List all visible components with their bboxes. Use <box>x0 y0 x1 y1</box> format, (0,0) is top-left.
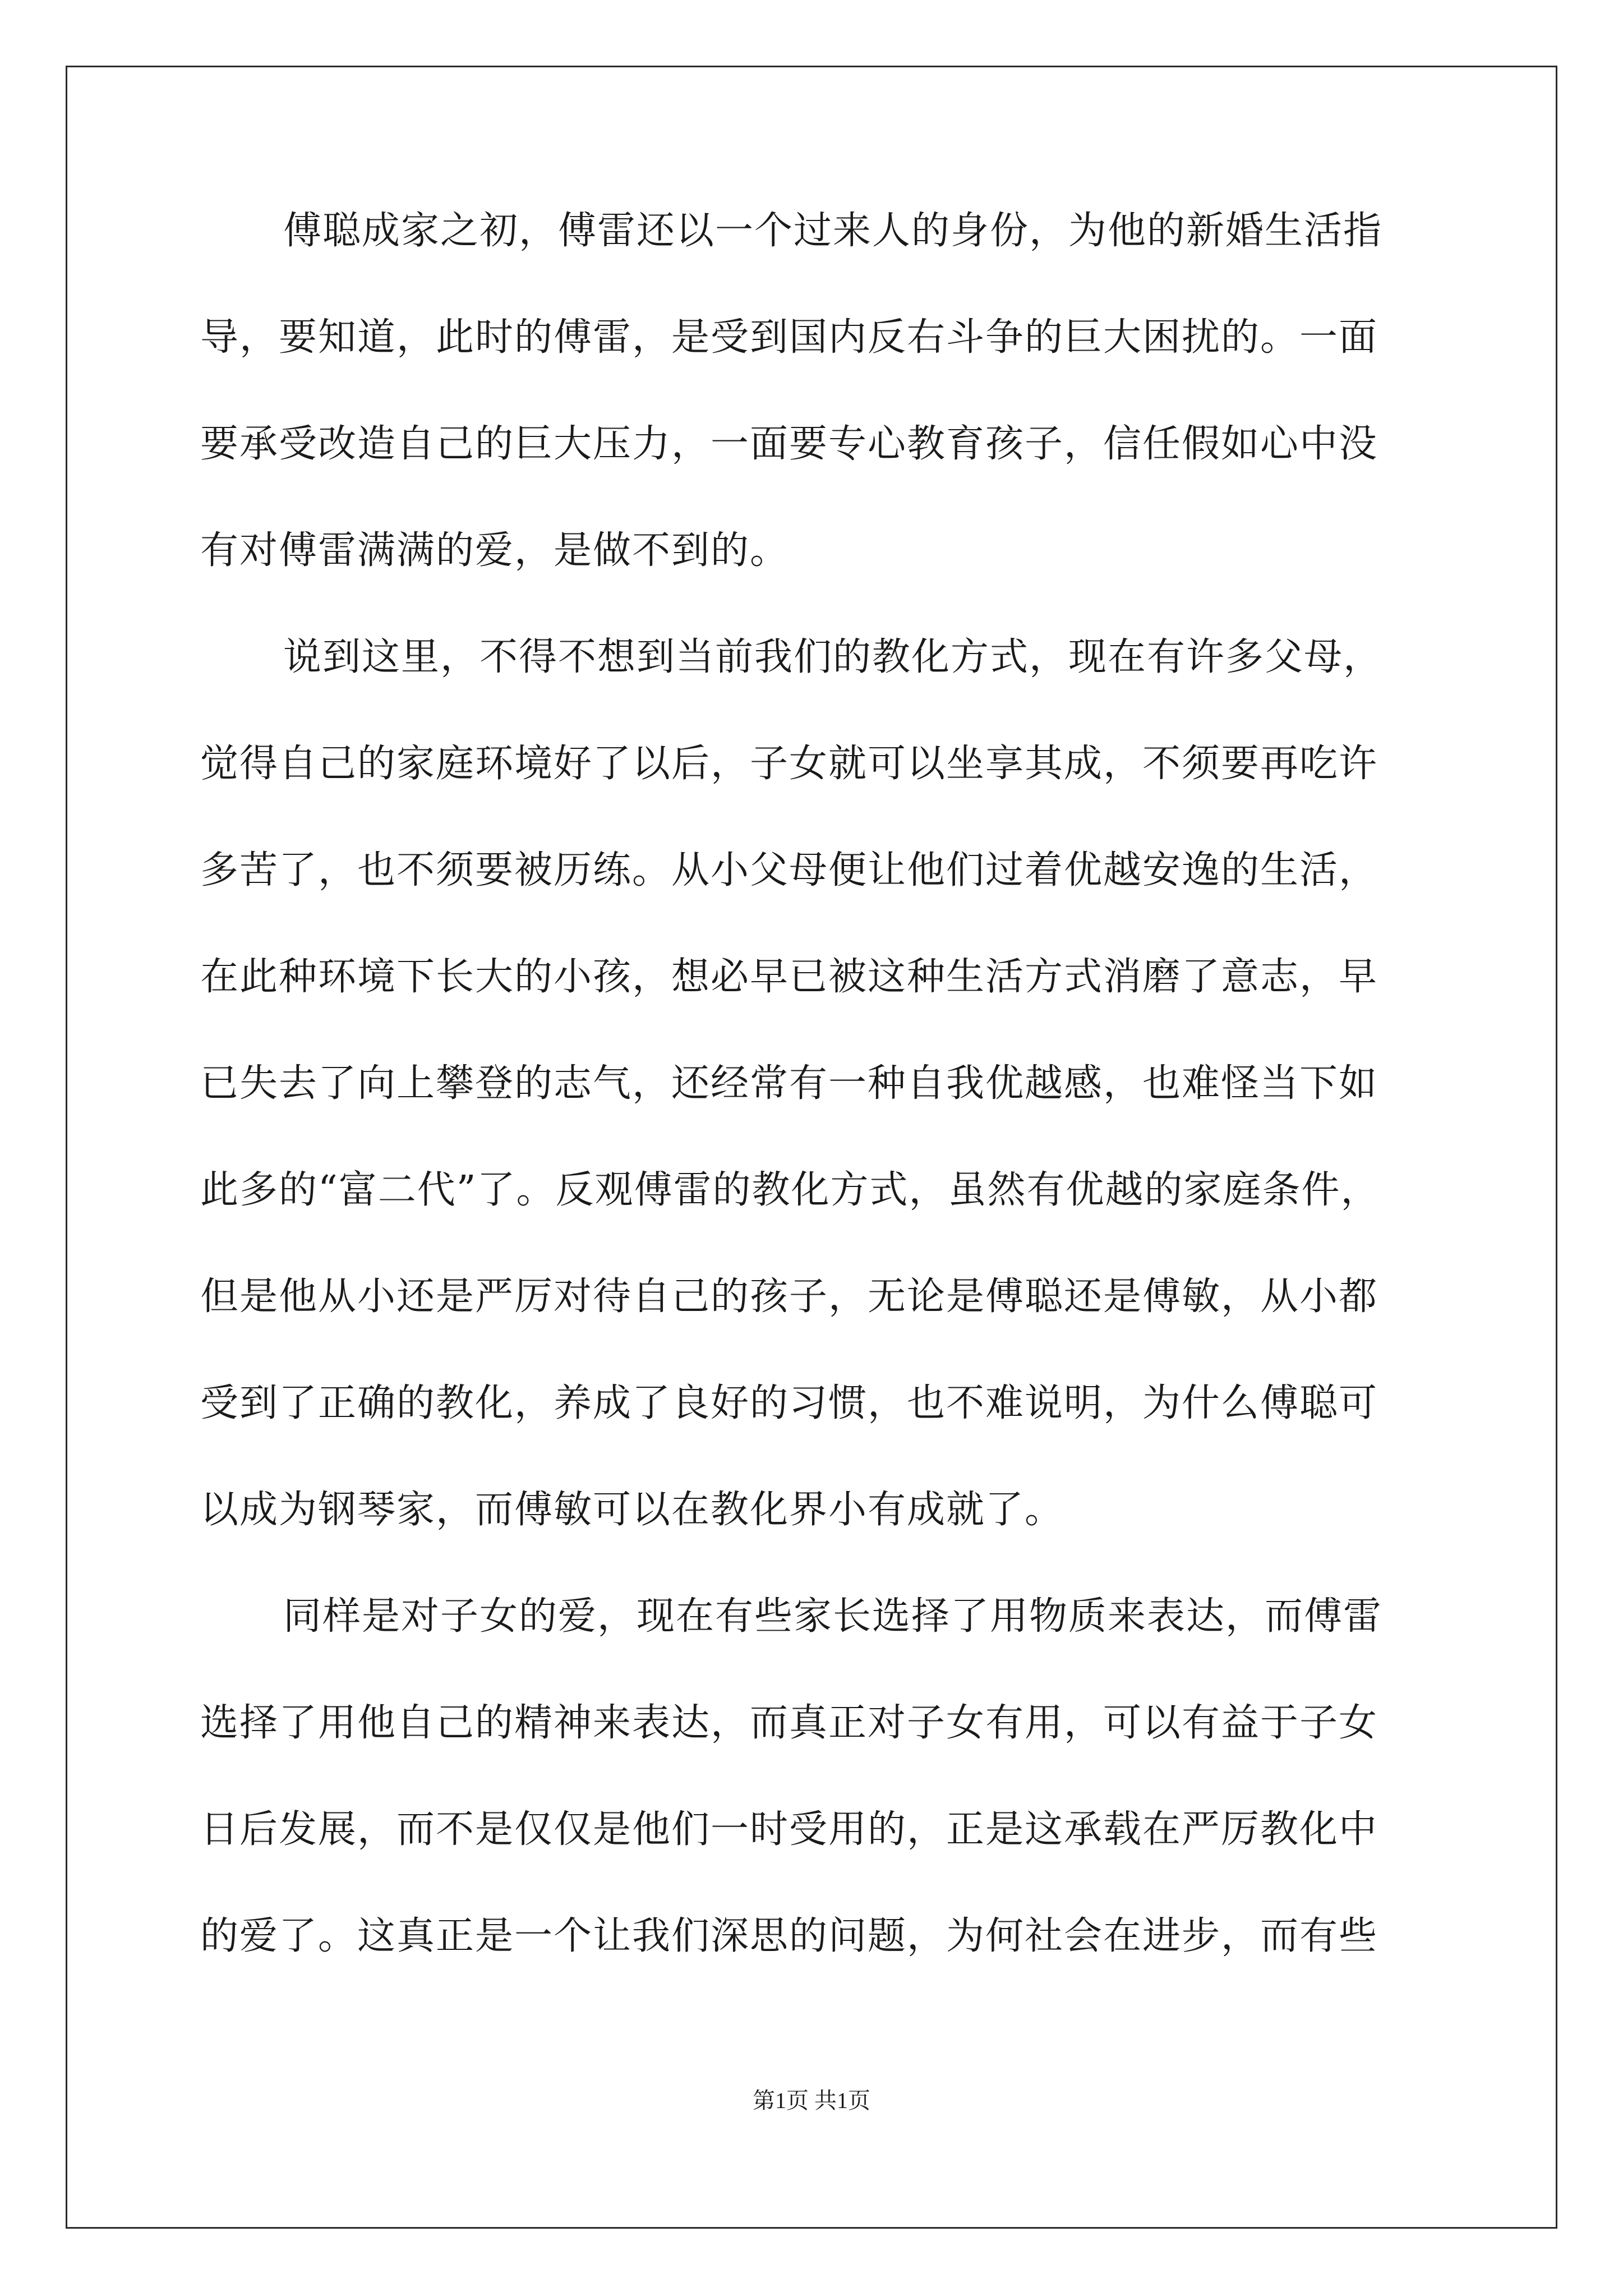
paragraph-3-line-2: 选择了用他自己的精神来表达，而真正对子女有用，可以有益于子女 <box>200 1701 1378 1745</box>
paragraph-1-line-2: 导，要知道，此时的傅雷，是受到国内反右斗争的巨大困扰的。一面 <box>200 315 1378 360</box>
paragraph-2-line-6: 此多的“富二代”了。反观傅雷的教化方式，虽然有优越的家庭条件， <box>200 1168 1380 1212</box>
paragraph-2-line-1: 说到这里，不得不想到当前我们的教化方式，现在有许多父母， <box>283 635 1383 679</box>
paragraph-1-line-4: 有对傅雷满满的爱，是做不到的。 <box>200 528 790 573</box>
page-number-footer: 第1页 共1页 <box>753 2088 870 2113</box>
paragraph-2-line-3: 多苦了，也不须要被历练。从小父母便让他们过着优越安逸的生活， <box>200 848 1378 892</box>
paragraph-3-line-1: 同样是对子女的爱，现在有些家长选择了用物质来表达，而傅雷 <box>283 1594 1383 1639</box>
paragraph-1-line-3: 要承受改造自己的巨大压力，一面要专心教育孩子，信任假如心中没 <box>200 422 1378 466</box>
paragraph-1-line-1: 傅聪成家之初，傅雷还以一个过来人的身份，为他的新婚生活指 <box>283 209 1383 253</box>
paragraph-2-line-5: 已失去了向上攀登的志气，还经常有一种自我优越感，也难怪当下如 <box>200 1061 1378 1106</box>
paragraph-2-line-7: 但是他从小还是严厉对待自己的孩子，无论是傅聪还是傅敏，从小都 <box>200 1274 1378 1319</box>
paragraph-3-line-4: 的爱了。这真正是一个让我们深思的问题，为何社会在进步，而有些 <box>200 1914 1378 1958</box>
paragraph-3-line-3: 日后发展，而不是仅仅是他们一时受用的，正是这承载在严厉教化中 <box>200 1807 1378 1852</box>
paragraph-2-line-8: 受到了正确的教化，养成了良好的习惯，也不难说明，为什么傅聪可 <box>200 1381 1378 1425</box>
paragraph-2-line-4: 在此种环境下长大的小孩，想必早已被这种生活方式消磨了意志，早 <box>200 955 1378 999</box>
paragraph-2-line-2: 觉得自己的家庭环境好了以后，子女就可以坐享其成，不须要再吃许 <box>200 742 1378 786</box>
page-border <box>66 66 1557 2229</box>
paragraph-2-line-9: 以成为钢琴家，而傅敏可以在教化界小有成就了。 <box>200 1488 1064 1532</box>
